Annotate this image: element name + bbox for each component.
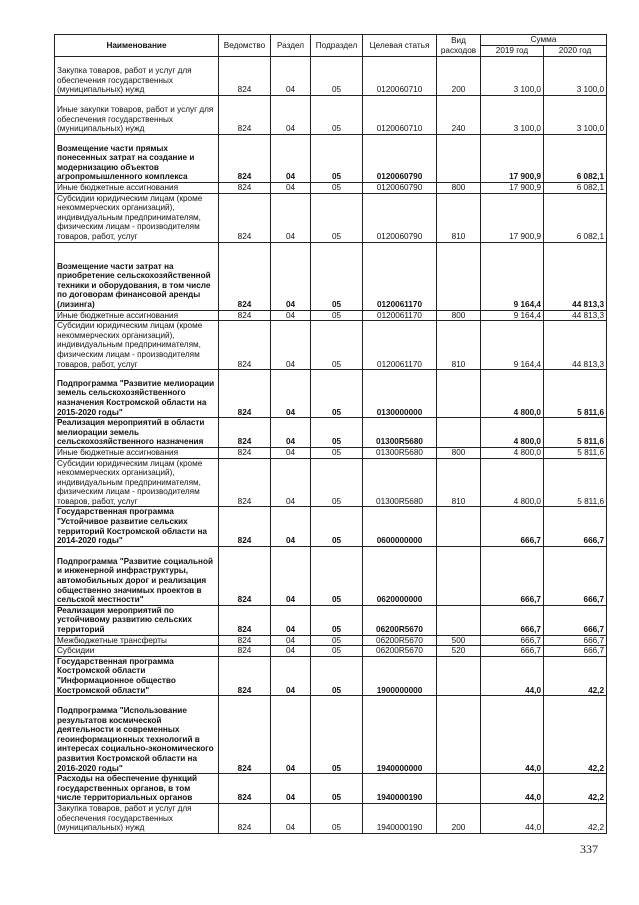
cell-s2019: 4 800,0 bbox=[481, 418, 544, 448]
cell-vid bbox=[437, 774, 481, 804]
cell-s2019: 666,7 bbox=[481, 635, 544, 646]
table-row bbox=[55, 646, 607, 657]
header-summa: Сумма bbox=[481, 35, 607, 46]
table-row bbox=[55, 57, 607, 96]
cell-s2020: 42,2 bbox=[544, 696, 607, 774]
cell-pod: 05 bbox=[311, 656, 363, 695]
cell-s2019: 3 100,0 bbox=[481, 96, 544, 135]
cell-raz: 04 bbox=[271, 605, 311, 635]
cell-name: Закупка товаров, работ и услуг для обеспечения государственных (муниципальных) нужд bbox=[55, 57, 219, 96]
cell-s2019: 9 164,4 bbox=[481, 321, 544, 370]
cell-vid bbox=[437, 507, 481, 546]
cell-pod: 05 bbox=[311, 96, 363, 135]
table-row bbox=[55, 546, 607, 605]
cell-vid: 500 bbox=[437, 635, 481, 646]
cell-name: Иные закупки товаров, работ и услуг для обеспечения государственных (муниципальных) нужд bbox=[55, 96, 219, 135]
cell-ved: 824 bbox=[219, 605, 271, 635]
cell-vid: 200 bbox=[437, 803, 481, 833]
table-row bbox=[55, 507, 607, 546]
cell-raz: 04 bbox=[271, 803, 311, 833]
cell-pod: 05 bbox=[311, 803, 363, 833]
cell-raz: 04 bbox=[271, 193, 311, 242]
cell-s2019: 666,7 bbox=[481, 546, 544, 605]
budget-table bbox=[54, 34, 607, 834]
cell-ved: 824 bbox=[219, 310, 271, 321]
cell-vid: 800 bbox=[437, 447, 481, 458]
cell-raz: 04 bbox=[271, 774, 311, 804]
cell-raz: 04 bbox=[271, 96, 311, 135]
table-row bbox=[55, 135, 607, 183]
cell-vid bbox=[437, 418, 481, 448]
cell-raz: 04 bbox=[271, 635, 311, 646]
cell-s2020: 5 811,6 bbox=[544, 447, 607, 458]
cell-raz: 04 bbox=[271, 546, 311, 605]
cell-ved: 824 bbox=[219, 370, 271, 418]
cell-s2020: 6 082,1 bbox=[544, 193, 607, 242]
cell-s2020: 44 813,3 bbox=[544, 321, 607, 370]
cell-vid: 810 bbox=[437, 458, 481, 507]
cell-name: Подпрограмма "Развитие мелиорации земель сельскохозяйственного назначения Костромской области на 2015-2020 годы" bbox=[55, 370, 219, 418]
table-row bbox=[55, 96, 607, 135]
cell-cel: 0130000000 bbox=[363, 370, 437, 418]
cell-name: Субсидии bbox=[55, 646, 219, 657]
header-celevaya: Целевая статья bbox=[363, 35, 437, 57]
cell-vid: 520 bbox=[437, 646, 481, 657]
cell-name: Межбюджетные трансферты bbox=[55, 635, 219, 646]
cell-s2019: 17 900,9 bbox=[481, 193, 544, 242]
header-2020: 2020 год bbox=[544, 46, 607, 57]
cell-cel: 0120061170 bbox=[363, 310, 437, 321]
cell-pod: 05 bbox=[311, 774, 363, 804]
cell-s2020: 666,7 bbox=[544, 546, 607, 605]
cell-ved: 824 bbox=[219, 135, 271, 183]
cell-s2020: 44 813,3 bbox=[544, 310, 607, 321]
cell-raz: 04 bbox=[271, 418, 311, 448]
cell-s2019: 666,7 bbox=[481, 646, 544, 657]
cell-s2019: 9 164,4 bbox=[481, 242, 544, 310]
header-name: Наименование bbox=[55, 35, 219, 57]
cell-ved: 824 bbox=[219, 546, 271, 605]
cell-cel: 0120060790 bbox=[363, 135, 437, 183]
cell-pod: 05 bbox=[311, 135, 363, 183]
table-row bbox=[55, 447, 607, 458]
table-row bbox=[55, 310, 607, 321]
cell-cel: 1900000000 bbox=[363, 656, 437, 695]
cell-s2020: 5 811,6 bbox=[544, 370, 607, 418]
cell-cel: 06200R5670 bbox=[363, 605, 437, 635]
cell-vid bbox=[437, 242, 481, 310]
cell-s2020: 42,2 bbox=[544, 656, 607, 695]
cell-cel: 06200R5670 bbox=[363, 646, 437, 657]
page-number: 337 bbox=[580, 842, 598, 856]
cell-cel: 0600000000 bbox=[363, 507, 437, 546]
cell-raz: 04 bbox=[271, 135, 311, 183]
cell-vid bbox=[437, 696, 481, 774]
cell-cel: 01300R5680 bbox=[363, 418, 437, 448]
cell-s2019: 4 800,0 bbox=[481, 447, 544, 458]
cell-raz: 04 bbox=[271, 183, 311, 194]
cell-s2019: 4 800,0 bbox=[481, 458, 544, 507]
cell-pod: 05 bbox=[311, 370, 363, 418]
header-vedomstvo: Ведомство bbox=[219, 35, 271, 57]
cell-cel: 0120061170 bbox=[363, 242, 437, 310]
cell-raz: 04 bbox=[271, 696, 311, 774]
header-razdel: Раздел bbox=[271, 35, 311, 57]
cell-s2020: 42,2 bbox=[544, 774, 607, 804]
cell-name: Государственная программа "Устойчивое развитие сельских территорий Костромской области на 2014-2020 годы" bbox=[55, 507, 219, 546]
cell-cel: 01300R5680 bbox=[363, 447, 437, 458]
cell-s2020: 5 811,6 bbox=[544, 458, 607, 507]
table-row bbox=[55, 458, 607, 507]
cell-s2020: 42,2 bbox=[544, 803, 607, 833]
cell-pod: 05 bbox=[311, 646, 363, 657]
cell-pod: 05 bbox=[311, 507, 363, 546]
cell-ved: 824 bbox=[219, 656, 271, 695]
cell-name: Субсидии юридическим лицам (кроме некоммерческих организаций), индивидуальным предпринимателям, физическим лицам - производителям товаров, работ, услуг bbox=[55, 458, 219, 507]
cell-raz: 04 bbox=[271, 242, 311, 310]
cell-vid bbox=[437, 605, 481, 635]
table-row bbox=[55, 183, 607, 194]
cell-s2020: 44 813,3 bbox=[544, 242, 607, 310]
table-row bbox=[55, 370, 607, 418]
cell-pod: 05 bbox=[311, 546, 363, 605]
header-podrazdel: Подраздел bbox=[311, 35, 363, 57]
cell-name: Иные бюджетные ассигнования bbox=[55, 310, 219, 321]
cell-vid bbox=[437, 370, 481, 418]
cell-pod: 05 bbox=[311, 183, 363, 194]
cell-s2019: 9 164,4 bbox=[481, 310, 544, 321]
cell-ved: 824 bbox=[219, 447, 271, 458]
cell-s2020: 5 811,6 bbox=[544, 418, 607, 448]
cell-s2019: 44,0 bbox=[481, 803, 544, 833]
cell-raz: 04 bbox=[271, 321, 311, 370]
cell-cel: 0620000000 bbox=[363, 546, 437, 605]
cell-ved: 824 bbox=[219, 418, 271, 448]
cell-pod: 05 bbox=[311, 605, 363, 635]
cell-pod: 05 bbox=[311, 310, 363, 321]
cell-s2019: 4 800,0 bbox=[481, 370, 544, 418]
cell-cel: 0120060710 bbox=[363, 57, 437, 96]
table-row bbox=[55, 803, 607, 833]
cell-s2019: 666,7 bbox=[481, 507, 544, 546]
cell-s2019: 17 900,9 bbox=[481, 135, 544, 183]
cell-name: Закупка товаров, работ и услуг для обеспечения государственных (муниципальных) нужд bbox=[55, 803, 219, 833]
cell-ved: 824 bbox=[219, 635, 271, 646]
cell-raz: 04 bbox=[271, 458, 311, 507]
cell-ved: 824 bbox=[219, 458, 271, 507]
cell-s2019: 44,0 bbox=[481, 696, 544, 774]
table-row bbox=[55, 774, 607, 804]
table-body bbox=[55, 57, 607, 834]
header-vid: Вид расходов bbox=[437, 35, 481, 57]
table-row bbox=[55, 635, 607, 646]
cell-cel: 0120060790 bbox=[363, 193, 437, 242]
cell-cel: 1940000190 bbox=[363, 774, 437, 804]
cell-vid: 800 bbox=[437, 310, 481, 321]
cell-ved: 824 bbox=[219, 507, 271, 546]
cell-name: Субсидии юридическим лицам (кроме некоммерческих организаций), индивидуальным предпринимателям, физическим лицам - производителям товаров, работ, услуг bbox=[55, 321, 219, 370]
cell-s2020: 3 100,0 bbox=[544, 57, 607, 96]
cell-pod: 05 bbox=[311, 696, 363, 774]
cell-pod: 05 bbox=[311, 242, 363, 310]
cell-ved: 824 bbox=[219, 57, 271, 96]
cell-vid: 200 bbox=[437, 57, 481, 96]
cell-ved: 824 bbox=[219, 774, 271, 804]
cell-pod: 05 bbox=[311, 447, 363, 458]
table-row bbox=[55, 193, 607, 242]
cell-vid bbox=[437, 135, 481, 183]
cell-cel: 1940000190 bbox=[363, 803, 437, 833]
cell-pod: 05 bbox=[311, 193, 363, 242]
cell-vid bbox=[437, 546, 481, 605]
cell-ved: 824 bbox=[219, 696, 271, 774]
cell-vid: 810 bbox=[437, 321, 481, 370]
cell-raz: 04 bbox=[271, 370, 311, 418]
cell-s2020: 666,7 bbox=[544, 646, 607, 657]
cell-cel: 0120061170 bbox=[363, 321, 437, 370]
cell-ved: 824 bbox=[219, 646, 271, 657]
cell-cel: 06200R5670 bbox=[363, 635, 437, 646]
cell-vid: 810 bbox=[437, 193, 481, 242]
cell-ved: 824 bbox=[219, 803, 271, 833]
cell-cel: 0120060790 bbox=[363, 183, 437, 194]
cell-name: Возмещение части прямых понесенных затрат на создание и модернизацию объектов агропромышленного комплекса bbox=[55, 135, 219, 183]
cell-raz: 04 bbox=[271, 646, 311, 657]
cell-vid: 800 bbox=[437, 183, 481, 194]
cell-name: Подпрограмма "Развитие социальной и инженерной инфраструктуры, автомобильных дорог и реализация общественно значимых проектов в сельской местности" bbox=[55, 546, 219, 605]
cell-s2019: 666,7 bbox=[481, 605, 544, 635]
table-row bbox=[55, 696, 607, 774]
cell-s2019: 44,0 bbox=[481, 656, 544, 695]
cell-pod: 05 bbox=[311, 418, 363, 448]
table-row bbox=[55, 321, 607, 370]
cell-name: Иные бюджетные ассигнования bbox=[55, 183, 219, 194]
cell-vid: 240 bbox=[437, 96, 481, 135]
cell-name: Государственная программа Костромской области "Информационное общество Костромской области" bbox=[55, 656, 219, 695]
cell-pod: 05 bbox=[311, 57, 363, 96]
table-header bbox=[55, 35, 607, 57]
cell-raz: 04 bbox=[271, 447, 311, 458]
cell-raz: 04 bbox=[271, 310, 311, 321]
cell-ved: 824 bbox=[219, 242, 271, 310]
cell-ved: 824 bbox=[219, 193, 271, 242]
table-row bbox=[55, 605, 607, 635]
cell-pod: 05 bbox=[311, 458, 363, 507]
cell-name: Реализация мероприятий по устойчивому развитию сельских территорий bbox=[55, 605, 219, 635]
table-row bbox=[55, 418, 607, 448]
cell-name: Реализация мероприятий в области мелиорации земель сельскохозяйственного назначения bbox=[55, 418, 219, 448]
budget-table-container bbox=[54, 34, 606, 834]
cell-s2019: 17 900,9 bbox=[481, 183, 544, 194]
cell-name: Субсидии юридическим лицам (кроме некоммерческих организаций), индивидуальным предпринимателям, физическим лицам - производителям товаров, работ, услуг bbox=[55, 193, 219, 242]
cell-raz: 04 bbox=[271, 57, 311, 96]
table-row bbox=[55, 656, 607, 695]
cell-raz: 04 bbox=[271, 507, 311, 546]
cell-vid bbox=[437, 656, 481, 695]
cell-s2020: 666,7 bbox=[544, 507, 607, 546]
cell-pod: 05 bbox=[311, 321, 363, 370]
cell-name: Расходы на обеспечение функций государственных органов, в том числе территориальных органов bbox=[55, 774, 219, 804]
cell-s2020: 6 082,1 bbox=[544, 135, 607, 183]
cell-name: Возмещение части затрат на приобретение сельскохозяйственной техники и оборудования, в том числе по договорам финансовой аренды (лизинга) bbox=[55, 242, 219, 310]
cell-cel: 1940000000 bbox=[363, 696, 437, 774]
cell-cel: 01300R5680 bbox=[363, 458, 437, 507]
cell-s2020: 666,7 bbox=[544, 635, 607, 646]
cell-ved: 824 bbox=[219, 183, 271, 194]
header-2019: 2019 год bbox=[481, 46, 544, 57]
cell-ved: 824 bbox=[219, 96, 271, 135]
cell-name: Иные бюджетные ассигнования bbox=[55, 447, 219, 458]
cell-s2019: 3 100,0 bbox=[481, 57, 544, 96]
cell-s2020: 666,7 bbox=[544, 605, 607, 635]
cell-cel: 0120060710 bbox=[363, 96, 437, 135]
cell-pod: 05 bbox=[311, 635, 363, 646]
cell-s2020: 3 100,0 bbox=[544, 96, 607, 135]
cell-s2019: 44,0 bbox=[481, 774, 544, 804]
cell-name: Подпрограмма "Использование результатов космической деятельности и современных геоинформационных технологий в интересах социально-экономического развития Костромской области на 2016-2020 годы" bbox=[55, 696, 219, 774]
table-row bbox=[55, 242, 607, 310]
cell-raz: 04 bbox=[271, 656, 311, 695]
cell-s2020: 6 082,1 bbox=[544, 183, 607, 194]
cell-ved: 824 bbox=[219, 321, 271, 370]
